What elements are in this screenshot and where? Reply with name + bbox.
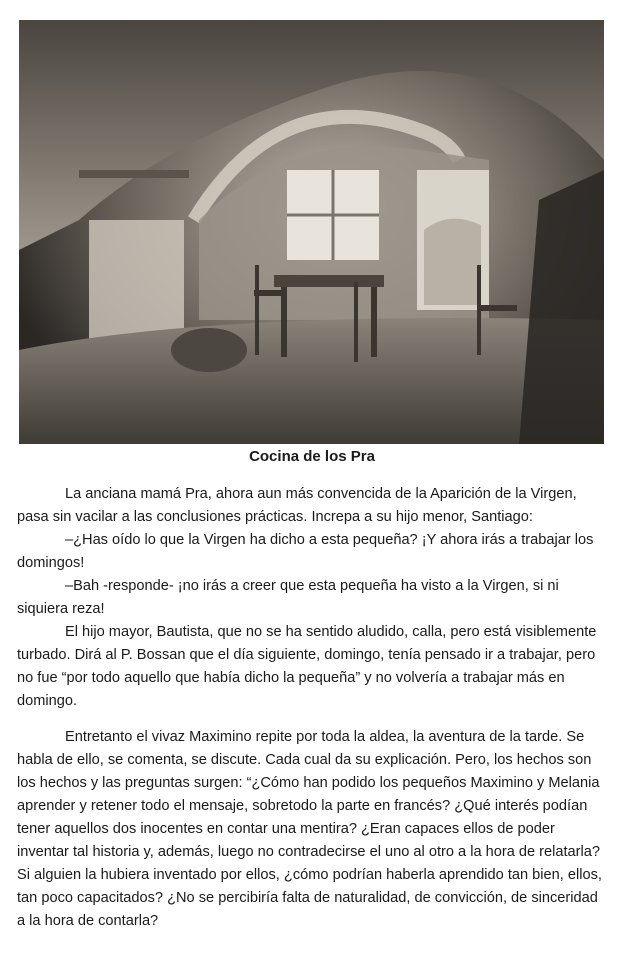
kitchen-interior-photo-icon — [19, 20, 604, 444]
paragraph: –Bah -responde- ¡no irás a creer que esta pequeña ha visto a la Virgen, si ni siquiera reza! — [17, 578, 559, 617]
body-text — [17, 483, 609, 933]
paragraph: La anciana mamá Pra, ahora aun más convencida de la Aparición de la Virgen, pasa sin vacilar a las conclusiones prácticas. Increpa a su hijo menor, Santiago: — [17, 486, 577, 525]
figure-caption: Cocina de los Pra — [249, 448, 375, 465]
kitchen-photo — [19, 20, 604, 444]
paragraph: Entretanto el vivaz Maximino repite por toda la aldea, la aventura de la tarde. Se habla de ello, se comenta, se discute. Cada cual da su explicación. Pero, los hechos son los hechos y las preguntas surgen: “¿Cómo han podido los pequeños Maximino y Melania aprender y retener todo el mensaje, sobretodo la parte en francés? ¿Qué interés podían tener aquellos dos inocentes en contar una mentira? ¿Eran capaces ellos de poder inventar tal historia y, además, luego no contradecirse el uno al otro a la hora de relatarla? Si alguien la hubiera inventado por ellos, ¿cómo podrían haberla aprendido tan bien, ellos, tan poco capacitados? ¿No se percibiría falta de naturalidad, de convicción, de sinceridad a la hora de contarla? — [17, 729, 602, 929]
paragraph: –¿Has oído lo que la Virgen ha dicho a esta pequeña? ¡Y ahora irás a trabajar los domingos! — [17, 532, 594, 571]
paragraph: El hijo mayor, Bautista, que no se ha sentido aludido, calla, pero está visiblemente turbado. Dirá al P. Bossan que el día siguiente, domingo, tenía pensado ir a trabajar, pero no fue “por todo aquello que había dicho la pequeña” y no volvería a trabajar más en domingo. — [17, 624, 597, 709]
